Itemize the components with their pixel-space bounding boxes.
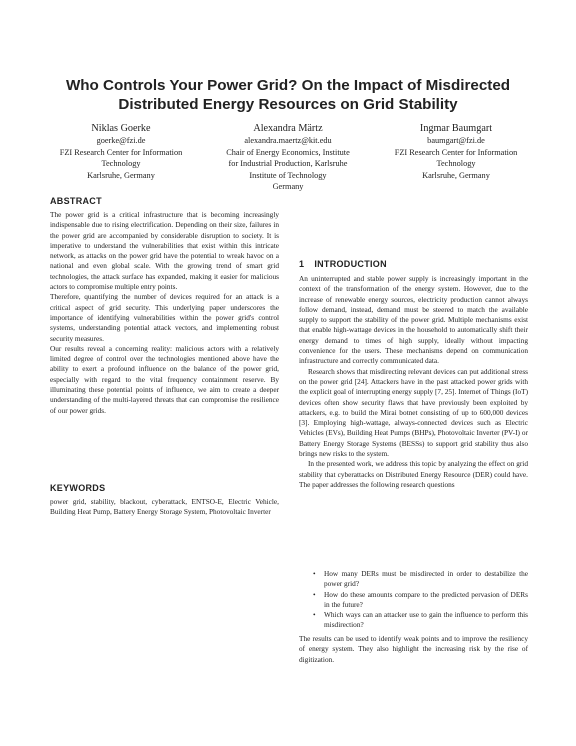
author-affiliation: FZI Research Center for Information	[59, 147, 183, 157]
intro-paragraph: In the presented work, we address this topic by analyzing the effect on grid stability that cyberattacks on Distributed Energy Resource (DER) could have. The paper addresses the following research questions	[299, 459, 528, 489]
author-affiliation: Karlsruhe, Germany	[422, 170, 490, 180]
intro-paragraph: Research shows that misdirecting relevant devices can put additional stress on the power grid [24]. Attackers have in the past attacked power grids with the explicit goal of interrupting energy supply [7, 25]. Internet of Things (IoT) devices often show security flaws that have previously been exploited by attackers, e.g. to build the Mirai botnet consisting of up to 600,000 devices [3]. Employing high-wattage, always-connected devices such as Electric Vehicles (EVs), Building Heat Pumps (BHPs), Photovoltaic Inverter (PV-I) or Battery Energy Storage Systems (BESSs) to support grid stability thus also brings new risks to the system.	[299, 366, 528, 459]
introduction-body	[299, 274, 528, 490]
author-affiliation: Technology	[436, 159, 476, 169]
intro-paragraph: An uninterrupted and stable power supply is increasingly important in the context of the transformation of the energy system. However, due to the increase of renewable energy sources, electricity production cannot always follow demand, instead, demand must be steered to match the available supply to support the stability of the power grid. Multiple mechanisms exist that enable high-wattage devices in the household to automatically shift their energy demand to times of high supply, ideally without impacting convenience for the users. These mechanisms depend on communication infrastructure and correctly communicated data.	[299, 274, 528, 366]
keywords-heading: KEYWORDS	[50, 483, 106, 493]
keywords-body	[50, 497, 279, 518]
closing-paragraph-block	[299, 634, 528, 665]
author-name: Niklas Goerke	[91, 123, 151, 134]
author-email: baumgart@fzi.de	[427, 136, 485, 145]
author-affiliation: Technology	[101, 159, 141, 169]
title-line-2: Distributed Energy Resources on Grid Stability	[118, 96, 458, 113]
section-heading	[299, 259, 397, 269]
author-affiliation: Institute of Technology	[249, 170, 327, 180]
abstract-heading: ABSTRACT	[50, 196, 102, 206]
section-title: INTRODUCTION	[314, 259, 387, 269]
author-name: Alexandra Märtz	[253, 123, 323, 134]
abstract-paragraph: Therefore, quantifying the number of devices required for an attack is a critical aspect of grid security. This underlying paper underscores the importance of identifying vulnerabilities within the power grid's control systems, understanding potential attack vectors, and implementing robust security measures.	[50, 292, 279, 343]
list-item: • How many DERs must be misdirected in order to destabilize the power grid?	[312, 569, 528, 590]
section-number: 1	[299, 259, 305, 269]
keywords-text: power grid, stability, blackout, cyberattack, ENTSO-E, Electric Vehicle, Building Heat Pump, Battery Energy Storage System, Photovoltaic Inverter	[50, 497, 279, 517]
list-item: • How do these amounts compare to the predicted pervasion of DERs in the future?	[312, 590, 528, 611]
author-block	[45, 122, 197, 181]
author-affiliation: FZI Research Center for Information	[394, 147, 518, 157]
author-affiliation: for Industrial Production, Karlsruhe	[228, 159, 348, 169]
title-line-1: Who Controls Your Power Grid? On the Impact of Misdirected	[65, 77, 511, 94]
research-questions-list	[312, 569, 528, 631]
abstract-paragraph: The power grid is a critical infrastructure that is becoming increasingly indispensable due to rising electrification. Depending on their size, failures in the power grid are accompanied by considerable disruption to society. It is imperative to understand the vulnerabilities that exist within this intricate network, as attacks on the power grid have the potential to wreak havoc on a national and even global scale. With the growing trend of smart grid technologies, the attack surface has expanded, making it easier for malicious actors to compromise multiple entry points.	[50, 210, 279, 292]
author-email: alexandra.maertz@kit.edu	[244, 136, 332, 145]
intro-paragraph: The results can be used to identify weak points and to improve the resiliency of energy system. They also highlight the increasing risk by the rise of digitization.	[299, 634, 528, 664]
author-affiliation: Chair of Energy Economics, Institute	[226, 147, 350, 157]
author-email: goerke@fzi.de	[96, 136, 146, 145]
paper-title	[40, 76, 536, 114]
author-block	[211, 122, 365, 193]
author-name: Ingmar Baumgart	[419, 123, 493, 134]
list-item: • Which ways can an attacker use to gain the influence to perform this misdirection?	[312, 610, 528, 631]
abstract-body	[50, 210, 279, 416]
author-affiliation: Germany	[272, 182, 304, 192]
author-block	[380, 122, 532, 181]
author-affiliation: Karlsruhe, Germany	[87, 170, 155, 180]
abstract-paragraph: Our results reveal a concerning reality: malicious actors with a relatively limited degree of control over the technologies mentioned above have the ability to exert a profound influence on the balance of the power grid, especially with regard to the vital frequency containment reserve. By illuminating these potential points of influence, we aim to create a deeper understanding of the multi-layered threats that can compromise the resilience of our power grids.	[50, 343, 279, 415]
